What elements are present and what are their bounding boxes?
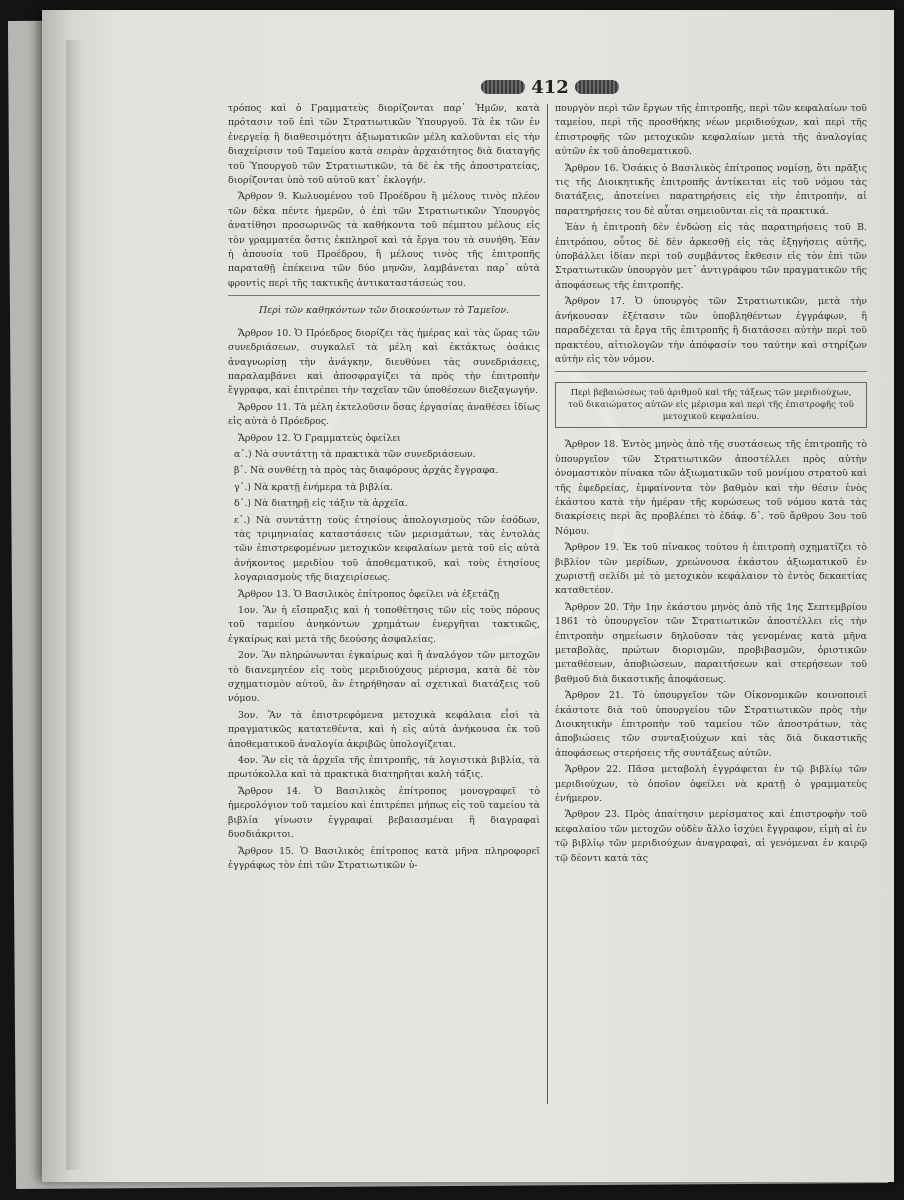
paragraph: Ἄρθρον 22. Πᾶσα μεταβολὴ ἐγγράφεται ἐν τῷ βιβλίῳ τῶν μεριδιούχων, τὸ ὁποῖον ὀφείλει νὰ κρατῇ ὁ γραμματεὺς ἐνήμερον. xyxy=(555,764,867,805)
ornament-right-icon xyxy=(575,80,619,94)
paragraph: Ἐὰν ἡ ἐπιτροπὴ δὲν ἐνδώσῃ εἰς τὰς παρατηρήσεις τοῦ Β. ἐπιτρόπου, οὗτος δὲ δὲν ἀρκεσθῇ εἰς τὰς ἐξηγήσεις αὐτῆς, ὑποβάλλει ἰδίαν περὶ τοῦ συμβάντος ἔκθεσιν εἰς τὸν ἐπὶ τῶν Στρατιωτικῶν ὑπουργὸν μετ᾽ ἀντιγράφου τῶν πραγματικῶν τῆς ἀποφάσεως τῆς ἐπιτροπῆς. xyxy=(555,222,867,291)
section-box-title: Περὶ βεβαιώσεως τοῦ ἀριθμοῦ καὶ τῆς τάξεως τῶν μεριδιούχων, τοῦ δικαιώματος αὐτῶν εἰς μέρισμα καὶ περὶ τῆς ἐπιστροφῆς τοῦ μετοχικοῦ κεφαλαίου. xyxy=(555,382,867,428)
paragraph: Ἄρθρον 9. Κωλυομένου τοῦ Προέδρου ἢ μέλους τινὸς πλέον τῶν δέκα πέντε ἡμερῶν, ὁ ἐπὶ τῶν Στρατιωτικῶν Ὑπουργὸς ἀνατίθησι προσωρινῶς τὰ καθήκοντα τοῦ πέμπτου μέλους εἰς τὸν γραμματέα ὅστις ἐκπληροῖ καὶ τὰ ἔργα του τὰ συνήθη. Ἐὰν ἡ ἀπουσία τοῦ Προέδρου, ἢ μέλους τινὸς τῆς ἐπιτροπῆς παραταθῇ ἐπέκεινα τῶν δύο μηνῶν, λαμβάνεται παρ᾽ αὐτὰ φροντὶς περὶ τῆς τακτικῆς ἀντικαταστάσεώς του. xyxy=(228,191,540,289)
paragraph: Ἄρθρον 21. Τὸ ὑπουργεῖον τῶν Οἰκονομικῶν κοινοποιεῖ ἑκάστοτε διὰ τοῦ ὑπουργείου τῶν Στρατιωτικῶν πρὸς τὴν Διοικητικὴν ἐπιτροπὴν τοῦ ταμείου τῶν ἀποστράτων, τὰς ἀποβιώσεις τῶν συνταξιούχων καὶ τὰς διὰ δικαστικῆς ἀποφάσεως στερήσεις τῆς συντάξεως αὐτῶν. xyxy=(555,690,867,759)
paragraph: Ἄρθρον 19. Ἐκ τοῦ πίνακος τούτου ἡ ἐπιτροπὴ σχηματίζει τὸ βιβλίον τῶν μερίδων, χρεώνουσα ἑκάστου ἀξιωματικοῦ ἐν χωριστῇ σελίδι μὲ τὸ μετοχικὸν κεφάλαιον τὸ ἐντὸς δεκαετίας καταθετέον. xyxy=(555,542,867,597)
paragraph: Ἄρθρον 20. Τὴν 1ην ἑκάστου μηνὸς ἀπὸ τῆς 1ης Σεπτεμβρίου 1861 τὸ ὑπουργεῖον τῶν Στρατιωτικῶν ἀποστέλλει εἰς τὴν ἐπιτροπὴν σημείωσιν δηλοῦσαν τὰς γενομένας κατὰ μῆνα μεταβολὰς, πρώτων διορισμῶν, προβιβασμῶν, ὁριστικῶν μεταθέσεων, ἀποβιώσεων, παραιτήσεων καὶ στερήσεων τοῦ βαθμοῦ διὰ δικαστικῆς ἀποφάσεως. xyxy=(555,601,867,685)
right-column xyxy=(555,102,867,868)
page-fold-shadow xyxy=(66,40,84,1170)
list-item: ε᾽.) Νὰ συντάττῃ τοὺς ἐτησίους ἀπολογισμοὺς τῶν ἐσόδων, τὰς τριμηνιαίας καταστάσεις τῶν μερισμάτων, τὰς ἐντολὰς τῶν ἐπιστρεφομένων μετοχικῶν κεφαλαίων μετὰ τοῦ εἰς αὐτὰ ἀνήκοντος μεριδίου τοῦ ἀποθεματικοῦ, καὶ τοὺς ἐτησίους λογαριασμοὺς τῆς διαχειρίσεως. xyxy=(234,514,540,584)
paragraph: 1ον. Ἂν ἡ εἴσπραξις καὶ ἡ τοποθέτησις τῶν εἰς τοὺς πόρους τοῦ ταμείου ἀνηκόντων χρημάτων ἐνεργῆται τακτικῶς, ἐγκαίρως καὶ μετὰ τῆς δεούσης ἀσφαλείας. xyxy=(228,605,540,645)
paragraph: Ἄρθρον 11. Τὰ μέλη ἐκτελοῦσιν ὅσας ἐργασίας ἀναθέσει ἰδίως εἰς αὐτὰ ὁ Πρόεδρος. xyxy=(228,401,540,428)
ornament-left-icon xyxy=(481,80,525,94)
paragraph: Ἄρθρον 12. Ὁ Γραμματεὺς ὀφείλει xyxy=(238,432,401,444)
page-number: 412 xyxy=(531,76,569,98)
list-item: δ᾽.) Νὰ διατηρῇ εἰς τάξιν τὰ ἀρχεῖα. xyxy=(234,498,408,510)
paragraph: Ἄρθρον 23. Πρὸς ἀπαίτησιν μερίσματος καὶ ἐπιστροφὴν τοῦ κεφαλαίου τῶν μετοχῶν οὐδὲν ἄλλο ἰσχύει ἔγγραφον, εἰμὴ αἱ ἐν τῷ βιβλίῳ τῶν μεριδιούχων ἀναγραφαὶ, αἱ γενόμεναι ἐν καιρῷ τῷ δέοντι κατὰ τὰς xyxy=(555,809,867,864)
list-item: α᾽.) Νὰ συντάττῃ τὰ πρακτικὰ τῶν συνεδριάσεων. xyxy=(234,448,476,460)
paragraph: Ἄρθρον 10. Ὁ Πρόεδρος διορίζει τὰς ἡμέρας καὶ τὰς ὥρας τῶν συνεδριάσεων, συγκαλεῖ τὰ μέλη καὶ ἐκτάκτως ὁσάκις ἀναγνωρίσῃ τὴν ἀνάγκην, διευθύνει τὰς συνεδριάσεις, παραλαμβάνει καὶ ἀποσφραγίζει τὰ πρὸς τὴν ἐπιτροπὴν ἔγγραφα, καὶ ἐπιτρέπει τὴν ταχεῖαν τῶν ὑποθέσεων διεξαγωγήν. xyxy=(228,327,540,397)
paragraph: Ἄρθρον 15. Ὁ Βασιλικὸς ἐπίτροπος κατὰ μῆνα πληροφορεῖ ἐγγράφως τὸν ἐπὶ τῶν Στρατιωτικῶν ὑ- xyxy=(228,845,540,871)
paragraph: Ἄρθρον 16. Ὁσάκις ὁ Βασιλικὸς ἐπίτροπος νομίσῃ, ὅτι πρᾶξις τις τῆς Διοικητικῆς ἐπιτροπῆς ἀντίκειται εἰς τοῦ νόμου τὰς διατάξεις, ἀποτείνει παρατηρήσεις εἰς τὴν ἐπιτροπὴν, αἱ παρατηρήσεις του δὲ αὗται σημειοῦνται εἰς τὰ πρακτικά. xyxy=(555,162,867,217)
list-item: γ᾽.) Νὰ κρατῇ ἐνήμερα τὰ βιβλία. xyxy=(234,481,393,493)
paragraph: Ἄρθρον 13. Ὁ Βασιλικὸς ἐπίτροπος ὀφείλει νὰ ἐξετάζῃ xyxy=(238,588,500,600)
paragraph: Ἄρθρον 18. Ἐντὸς μηνὸς ἀπὸ τῆς συστάσεως τῆς ἐπιτροπῆς τὸ ὑπουργεῖον τῶν Στρατιωτικῶν ἀποστέλλει πρὸς αὐτὴν ὀνομαστικὸν πίνακα τῶν ἀξιωματικῶν τοῦ μονίμου στρατοῦ καὶ τῆς ἐφεδρείας, ἐμφαίνοντα τὸν βαθμὸν καὶ τὴν θέσιν ἑνὸς ἑκάστου κατὰ τὴν ἡμέραν τῆς κυρώσεως τοῦ νόμου κατὰ τὰς διακρίσεις περὶ ἃς προβλέπει τὸ ἐδάφ. δ᾽. τοῦ ἄρθρου 3ου τοῦ Νόμου. xyxy=(555,439,867,537)
divider xyxy=(228,295,540,296)
divider xyxy=(555,371,867,372)
paragraph: 3ον. Ἂν τὰ ἐπιστρεφόμενα μετοχικὰ κεφάλαια εἶσὶ τὰ πραγματικῶς κατατεθέντα, καὶ ἡ εἰς αὐτὰ ἀνήκουσα ἐκ τοῦ ἀποθεματικοῦ ἀναλογία ἀκριβῶς ὑπολογίζεται. xyxy=(228,709,540,750)
list-item: β᾽. Νὰ συνθέτῃ τὰ πρὸς τὰς διαφόρους ἀρχὰς ἔγγραφα. xyxy=(234,465,499,477)
paragraph: Ἄρθρον 14. Ὁ Βασιλικὸς ἐπίτροπος μονογραφεῖ τὸ ἡμερολόγιον τοῦ ταμείου καὶ ἐπιτρέπει μήπως εἰς τοῦ ταμείου τὰ βιβλία γίνωσιν ἐγγραφαὶ βεβαιασμέναι ἢ διαγραφαὶ δυσδιάκριτοι. xyxy=(228,785,540,841)
paragraph: 2ον. Ἂν πληρώνωνται ἐγκαίρως καὶ ἢ ἀναλόγον τῶν μετοχῶν τὸ διανεμητέον εἰς τοὺς μεριδιούχους μέρισμα, κατὰ δὲ τὸν σχηματισμὸν αὐτοῦ, ἂν ἐτηρήθησαν αἱ σχετικαὶ διατάξεις τοῦ νόμου. xyxy=(228,650,540,705)
paragraph: 4ον. Ἂν εἰς τὰ ἀρχεῖα τῆς ἐπιτροπῆς, τὰ λογιστικὰ βιβλία, τὰ πρωτόκολλα καὶ τὰ πρακτικὰ διατηρῆται καλὴ τάξις. xyxy=(228,755,540,781)
paragraph: πουργὸν περὶ τῶν ἔργων τῆς ἐπιτροπῆς, περὶ τῶν κεφαλαίων τοῦ ταμείου, περὶ τῆς προσθήκης νέων μεριδιούχων, καὶ περὶ τῆς ἐπιστροφῆς τῶν μετοχικῶν κεφαλαίων μετὰ τῆς ἀναλογίας αὐτῶν ἐκ τοῦ ἀποθεματικοῦ. xyxy=(555,103,867,158)
column-divider xyxy=(547,104,548,1104)
paragraph: Ἄρθρον 17. Ὁ ὑπουργὸς τῶν Στρατιωτικῶν, μετὰ τὴν ἀνήκουσαν ἐξέτασιν τῶν ὑποβληθέντων ἐγγράφων, ἢ παραδέχεται τὰ ἔργα τῆς ἐπιτροπῆς ἢ διατάσσει αὐτὴν περὶ τοῦ πρακτέου, αἰτιολογῶν τὴν ἀπόφασίν του ταύτην καὶ στηρίζων αὐτὴν εἰς τὸν νόμον. xyxy=(555,296,867,365)
paragraph: τρόπος καὶ ὁ Γραμματεὺς διορίζονται παρ᾽ Ἡμῶν, κατὰ πρότασιν τοῦ ἐπὶ τῶν Στρατιωτικῶν Ὑπουργοῦ. Τὰ ἐκ τῶν ἐν ἐνεργείᾳ ἢ διαθεσιμότητι ἀξιωματικῶν μέλη καλοῦνται εἰς τὴν διαχείρισιν τοῦ Ταμείου κατὰ σειρὰν ἀρχαιότητος διὰ διαταγῆς τοῦ Ὑπουργοῦ τῶν Στρατιωτικῶν, τὰ δὲ ἐκ τῆς ἀποστρατείας, διορίζονται ὑπὸ τοῦ αὐτοῦ κατ᾽ ἐκλογήν. xyxy=(228,103,540,187)
page-header xyxy=(470,72,630,102)
section-title: Περὶ τῶν καθηκόντων τῶν διοικούντων τὸ Ταμεῖον. xyxy=(259,305,509,317)
left-column xyxy=(228,102,540,875)
